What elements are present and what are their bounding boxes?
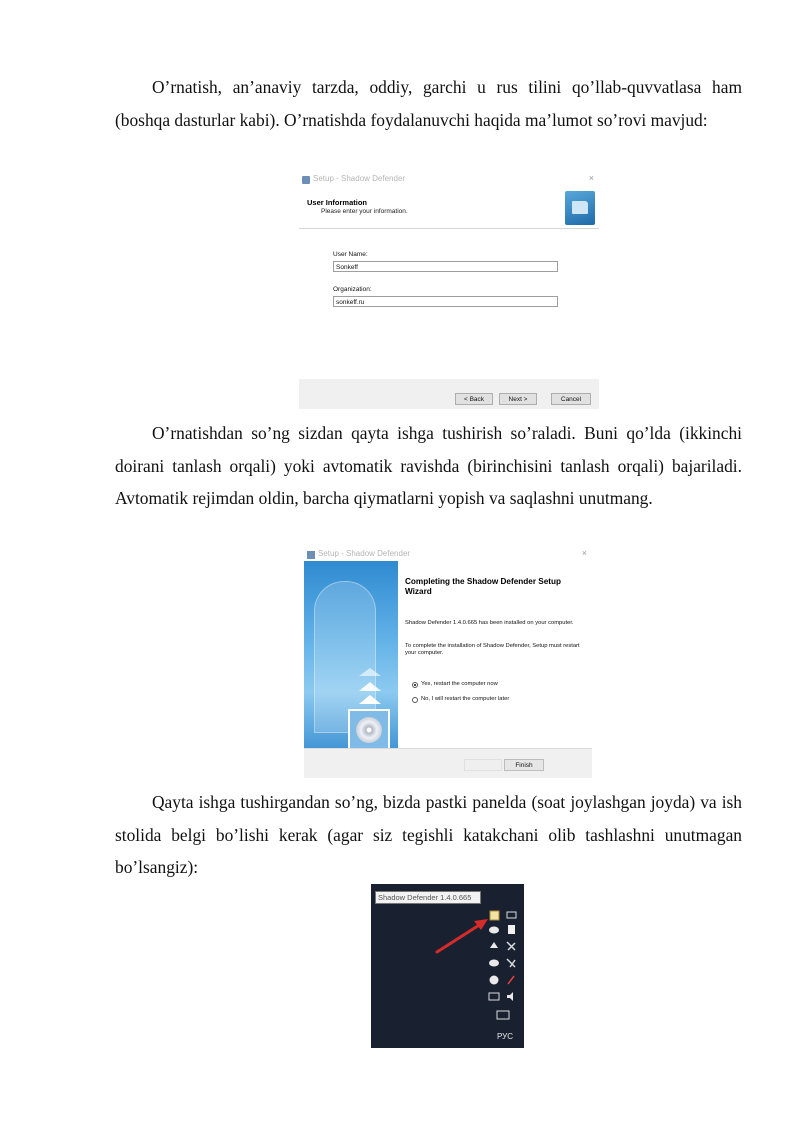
system-tray-screenshot bbox=[371, 884, 524, 1048]
user-information-dialog-screenshot bbox=[299, 173, 599, 409]
next-button[interactable]: Next > bbox=[499, 393, 537, 405]
language-indicator[interactable]: РУС bbox=[497, 1032, 514, 1041]
wizard-content bbox=[398, 561, 592, 748]
wizard-side-banner bbox=[304, 561, 398, 748]
restart-now-label[interactable]: Yes, restart the computer now bbox=[421, 681, 498, 687]
tool-icon bbox=[507, 959, 515, 967]
dialog-header bbox=[299, 187, 599, 229]
disc-icon bbox=[348, 709, 390, 748]
network-icon bbox=[507, 942, 515, 950]
wizard-footer bbox=[304, 748, 592, 778]
installed-text: Shadow Defender 1.4.0.665 has been installed on your computer. bbox=[405, 620, 574, 626]
restart-required-text: To complete the installation of Shadow Defender, Setup must restart your computer. bbox=[405, 643, 580, 656]
onedrive-icon bbox=[489, 960, 499, 967]
back-button-disabled bbox=[464, 759, 502, 771]
organization-input[interactable]: sonkeff.ru bbox=[333, 296, 558, 307]
close-icon[interactable]: × bbox=[588, 173, 594, 183]
restart-later-radio[interactable] bbox=[412, 697, 418, 703]
monitor-icon bbox=[489, 993, 499, 1000]
paragraph-after-restart: Qayta ishga tushirgandan so’ng, bizda pastki panelda (soat joylashgan joyda) va ish stolida belgi bo’lishi kerak (agar siz tegishli katakchani olib tashlashni unutmagan bo’lsangiz): bbox=[115, 792, 742, 877]
window-title: Setup - Shadow Defender bbox=[313, 174, 406, 183]
close-icon[interactable]: × bbox=[581, 548, 587, 558]
dialog-body bbox=[299, 229, 599, 379]
shadow-defender-icon bbox=[490, 911, 499, 920]
user-name-input[interactable]: Sonkeff bbox=[333, 261, 558, 272]
window-title: Setup - Shadow Defender bbox=[318, 549, 411, 558]
pinwheel-icon bbox=[490, 976, 499, 985]
completing-wizard-screenshot bbox=[304, 548, 592, 778]
tray-icons-layer bbox=[371, 884, 524, 1048]
clipboard-icon bbox=[508, 925, 515, 934]
cloud-icon bbox=[489, 927, 499, 934]
arrow-up-icon bbox=[359, 682, 381, 691]
paragraph-restart: O’rnatishdan so’ng sizdan qayta ishga tushirish so’raladi. Buni qo’lda (ikkinchi doirani tanlash orqali) yoki avtomatik ravishda (birinchisini tanlash orqali) bajariladi. Avtomatik rejimdan oldin, barcha qiymatlarni yopish va saqlashni unutmang. bbox=[115, 423, 742, 508]
organization-label: Organization: bbox=[333, 286, 372, 293]
red-arrow bbox=[437, 922, 484, 952]
cancel-button[interactable]: Cancel bbox=[551, 393, 591, 405]
tray-tooltip: Shadow Defender 1.4.0.665 bbox=[375, 891, 481, 904]
setup-app-icon bbox=[307, 551, 315, 559]
setup-app-icon bbox=[302, 176, 310, 184]
header-subtitle: Please enter your information. bbox=[321, 208, 408, 215]
title-bar bbox=[304, 548, 592, 561]
back-button[interactable]: < Back bbox=[455, 393, 493, 405]
arrow-up-icon bbox=[359, 695, 381, 704]
speaker-icon bbox=[507, 992, 513, 1001]
finish-button[interactable]: Finish bbox=[504, 759, 544, 771]
upload-icon bbox=[490, 942, 498, 948]
keyboard-icon bbox=[497, 1011, 509, 1019]
header-title: User Information bbox=[307, 198, 368, 207]
display-icon bbox=[507, 912, 516, 918]
arrow-up-icon bbox=[359, 668, 381, 676]
restart-later-label[interactable]: No, I will restart the computer later bbox=[421, 696, 510, 702]
title-bar bbox=[299, 173, 599, 187]
paragraph-installation: O’rnatish, an’anaviy tarzda, oddiy, garchi u rus tilini qo’llab-quvvatlasa ham (boshqa dasturlar kabi). O’rnatishda foydalanuvchi haqida ma’lumot so’rovi mavjud: bbox=[115, 77, 742, 130]
wizard-heading: Completing the Shadow Defender Setup Wizard bbox=[405, 577, 562, 596]
folder-icon bbox=[565, 191, 595, 225]
pen-icon bbox=[508, 976, 514, 984]
user-name-label: User Name: bbox=[333, 251, 368, 258]
restart-now-radio[interactable] bbox=[412, 682, 418, 688]
